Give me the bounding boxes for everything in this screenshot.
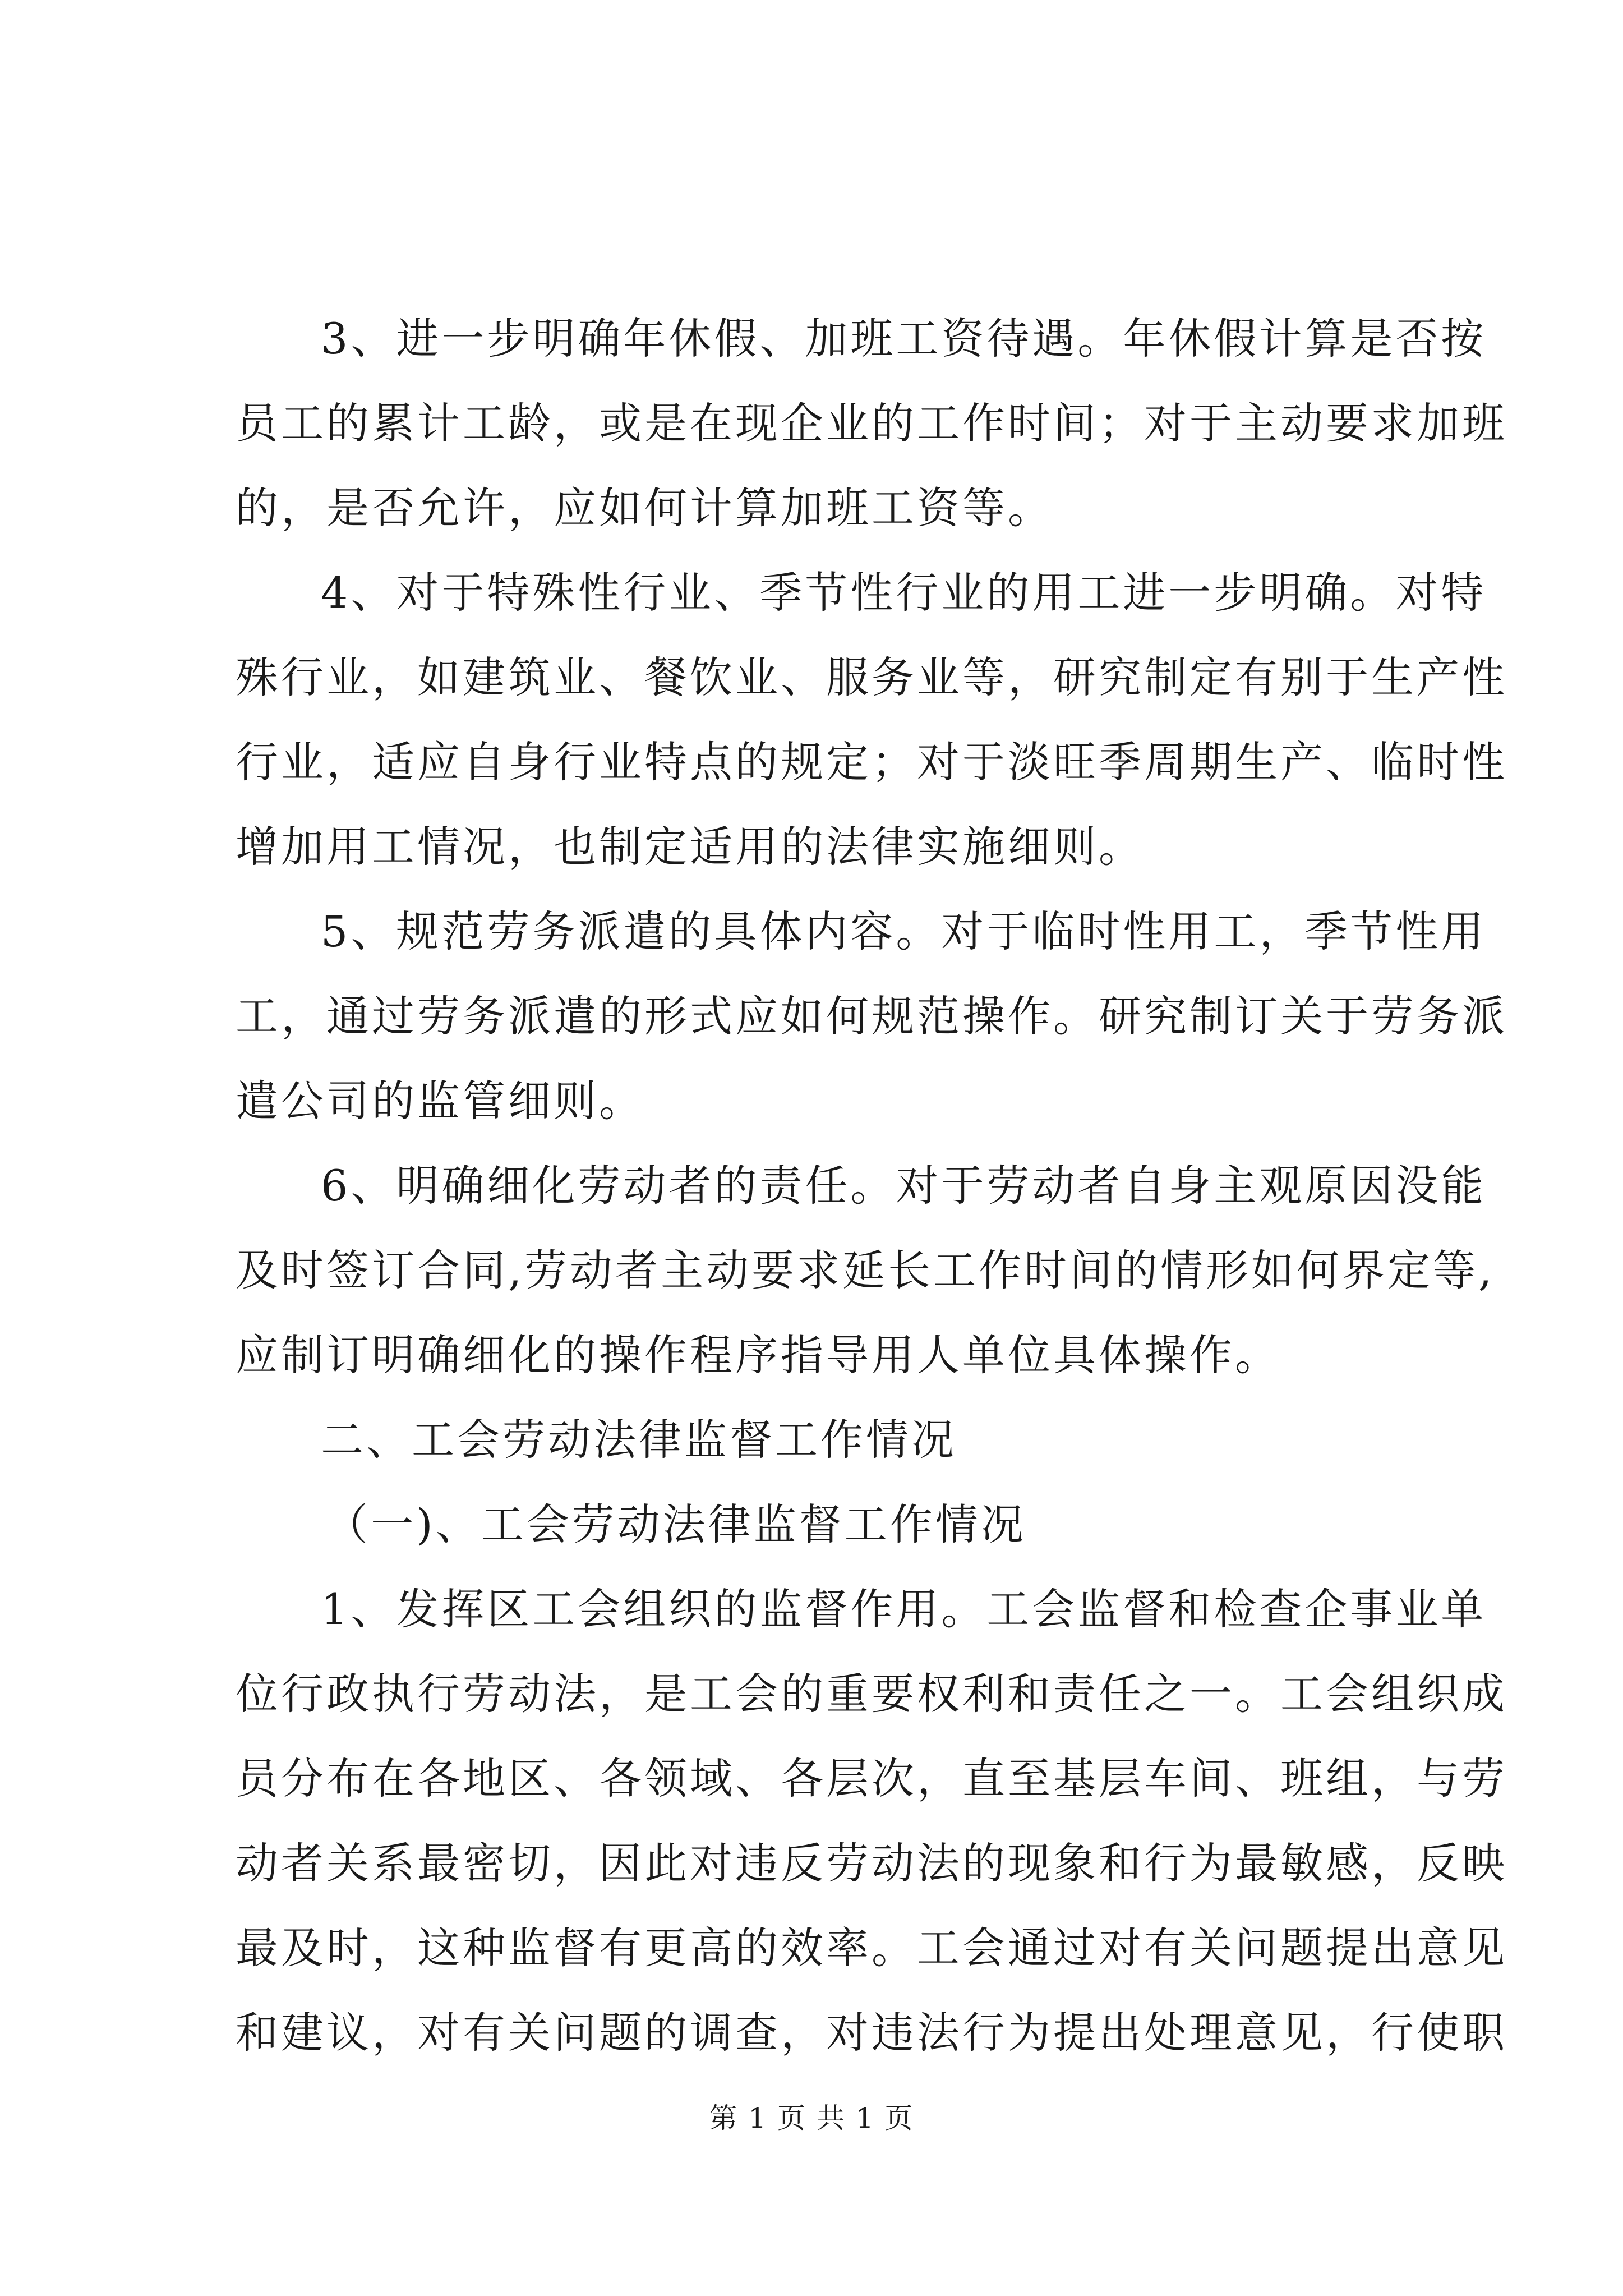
paragraph-line: 遣公司的监管细则。 (236, 1076, 644, 1126)
paragraph-line: 的，是否允许，应如何计算加班工资等。 (236, 483, 1053, 533)
paragraph-line: 动者关系最密切，因此对违反劳动法的现象和行为最敏感，反映 (236, 1838, 1507, 1888)
paragraph-line: 5、规范劳务派遣的具体内容。对于临时性用工，季节性用 (321, 907, 1487, 956)
paragraph-line: 行业，适应自身行业特点的规定；对于淡旺季周期生产、临时性 (236, 737, 1507, 787)
paragraph-line: 和建议，对有关问题的调查，对违法行为提出处理意见，行使职 (236, 2008, 1507, 2058)
paragraph-line: 殊行业，如建筑业、餐饮业、服务业等，研究制定有别于生产性 (236, 652, 1507, 702)
paragraph-line: 4、对于特殊性行业、季节性行业的用工进一步明确。对特 (321, 568, 1487, 618)
paragraph-line: 应制订明确细化的操作程序指导用人单位具体操作。 (236, 1330, 1280, 1380)
paragraph-line: 员工的累计工龄，或是在现企业的工作时间；对于主动要求加班 (236, 398, 1507, 448)
document-body (236, 296, 1507, 2075)
paragraph-line: 3、进一步明确年休假、加班工资待遇。年休假计算是否按 (321, 314, 1487, 364)
paragraph-line: 6、明确细化劳动者的责任。对于劳动者自身主观原因没能 (321, 1161, 1487, 1211)
paragraph-line: 增加用工情况，也制定适用的法律实施细则。 (236, 822, 1144, 872)
paragraph-line: 1、发挥区工会组织的监督作用。工会监督和检查企事业单 (321, 1584, 1487, 1634)
paragraph-line: 工，通过劳务派遣的形式应如何规范操作。研究制订关于劳务派 (236, 991, 1507, 1041)
section-heading: 二、工会劳动法律监督工作情况 (321, 1415, 957, 1465)
subsection-heading: （一)、工会劳动法律监督工作情况 (325, 1499, 1026, 1549)
paragraph-line: 员分布在各地区、各领域、各层次，直至基层车间、班组，与劳 (236, 1754, 1507, 1803)
paragraph-line: 及时签订合同,劳动者主动要求延长工作时间的情形如何界定等, (236, 1245, 1495, 1295)
page-number-footer: 第 1 页 共 1 页 (709, 2102, 914, 2134)
paragraph-line: 最及时，这种监督有更高的效率。工会通过对有关问题提出意见 (236, 1923, 1507, 1973)
paragraph-line: 位行政执行劳动法，是工会的重要权利和责任之一。工会组织成 (236, 1669, 1507, 1719)
